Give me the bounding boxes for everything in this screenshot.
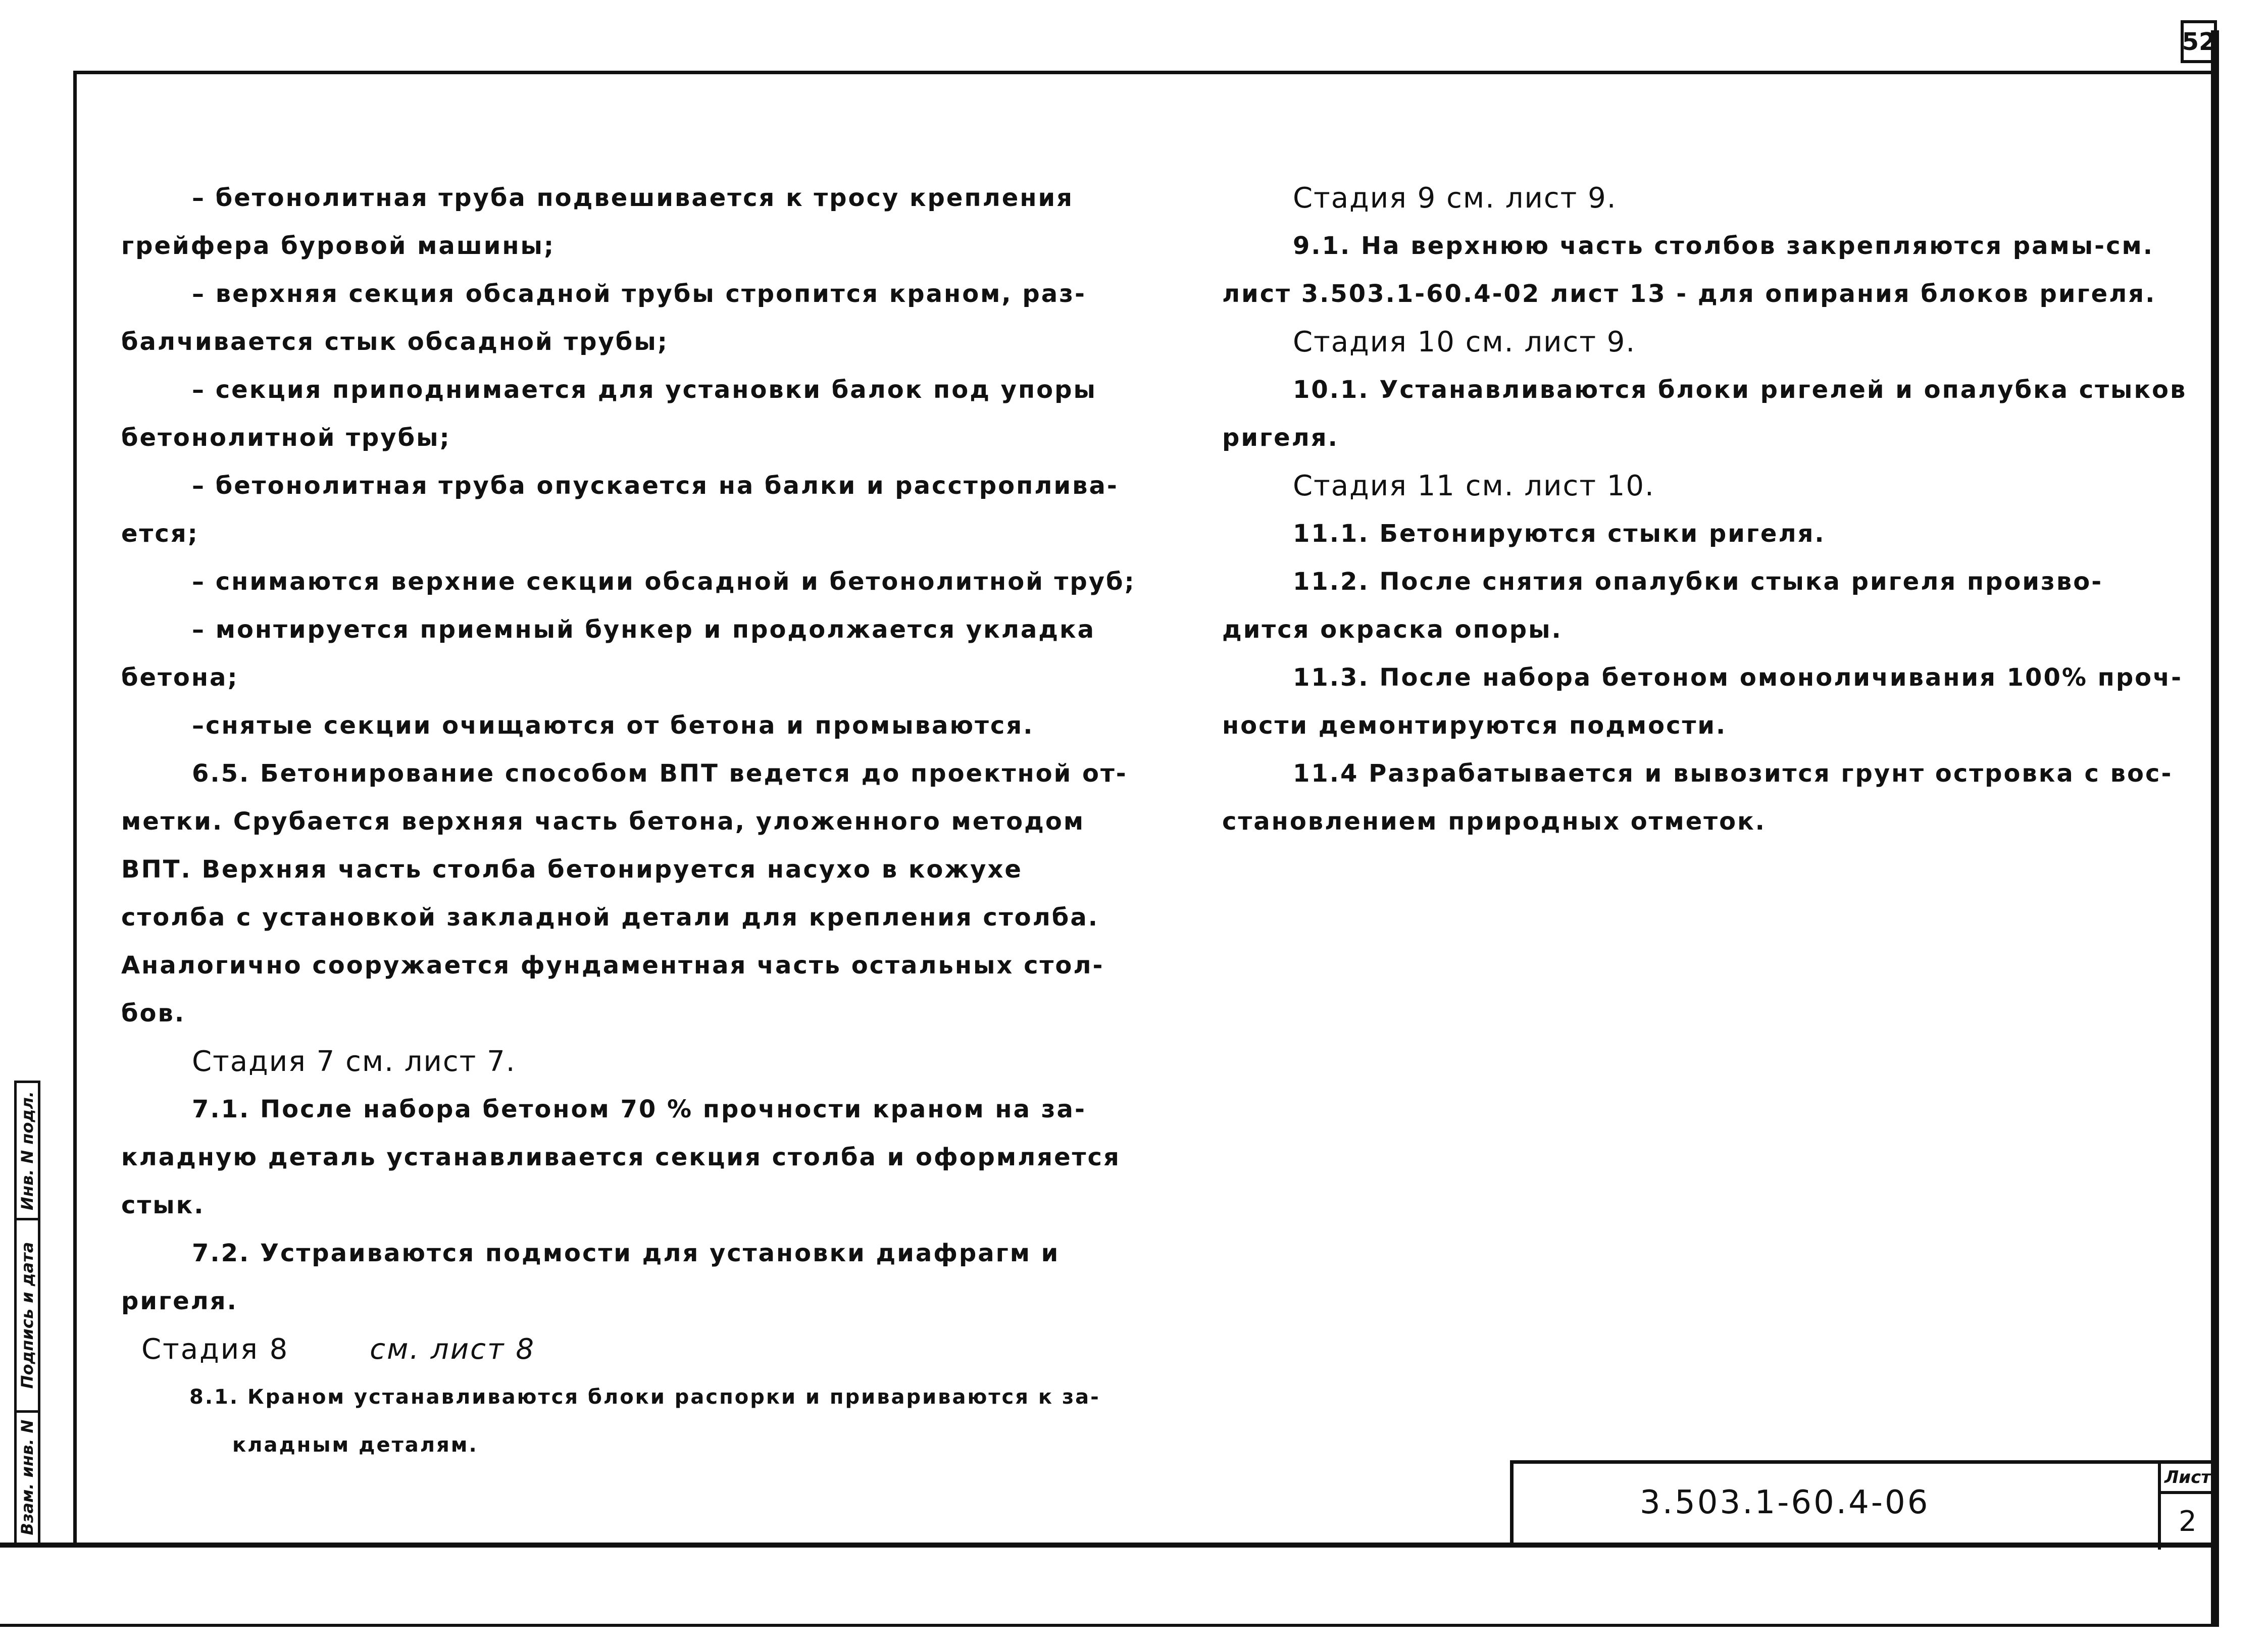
binding-cell-signature [17, 1218, 38, 1410]
text-line: 10.1. Устанавливаются блоки ригелей и опалубка стыков [1293, 376, 2187, 404]
binding-label: Подпись и дата [18, 1242, 37, 1389]
text-line: грейфера буровой машины; [121, 232, 556, 260]
document-code: 3.503.1-60.4-06 [1640, 1484, 1930, 1521]
binding-cell-replacement [17, 1410, 38, 1543]
text-line: –снятые секции очищаются от бетона и промываются. [192, 711, 1034, 740]
text-line: ВПТ. Верхняя часть столба бетонируется насухо в кожухе [121, 855, 1023, 884]
page-number: 52 [2181, 20, 2217, 63]
text-line: 7.1. После набора бетоном 70 % прочности краном на за- [192, 1095, 1086, 1123]
text-line: стык. [121, 1191, 205, 1219]
right-text-column [1222, 174, 2187, 846]
text-line: 11.1. Бетонируются стыки ригеля. [1293, 520, 1826, 548]
text-line: – снимаются верхние секции обсадной и бетонолитной труб; [192, 568, 1136, 596]
binding-label: Взам. инв. N [18, 1419, 37, 1535]
text-line: – бетонолитная труба опускается на балки и расстроплива- [192, 472, 1119, 500]
stage-heading: Стадия 10 см. лист 9. [1293, 326, 1636, 358]
stage-heading: Стадия 9 см. лист 9. [1293, 182, 1617, 215]
text-line: балчивается стык обсадной трубы; [121, 328, 669, 356]
text-line: ригеля. [121, 1287, 238, 1315]
text-line: – верхняя секция обсадной трубы стропится краном, раз- [192, 280, 1086, 308]
sheet-bottom-line [0, 1624, 2219, 1627]
text-line: столба с установкой закладной детали для крепления столба. [121, 903, 1099, 932]
left-text-column [121, 174, 1136, 1469]
text-line: 7.2. Устраиваются подмости для установки диафрагм и [192, 1239, 1060, 1267]
stage-8-ref: см. лист 8 [370, 1333, 535, 1366]
text-line: 8.1. Краном устанавливаются блоки распорки и привариваются к за- [189, 1385, 1100, 1409]
title-block [1510, 1460, 2214, 1546]
binding-strip [14, 1081, 40, 1545]
binding-cell-inventory [17, 1083, 38, 1218]
text-line: – секция приподнимается для установки балок под упоры [192, 376, 1097, 404]
stage-heading: Стадия 11 см. лист 10. [1293, 470, 1655, 502]
text-line: становлением природных отметок. [1222, 807, 1766, 836]
text-line: ется; [121, 520, 199, 548]
text-line: 11.2. После снятия опалубки стыка ригеля произво- [1293, 568, 2103, 596]
text-line: 9.1. На верхнюю часть столбов закрепляются рамы-см. [1293, 232, 2154, 260]
sheet-number: 2 [2158, 1494, 2214, 1550]
text-line: 11.4 Разрабатывается и вывозится грунт островка с вос- [1293, 759, 2173, 788]
sheet-label: Лист [2158, 1464, 2214, 1494]
text-line: метки. Срубается верхняя часть бетона, уложенного методом [121, 807, 1085, 836]
text-line: дится окраска опоры. [1222, 615, 1563, 644]
text-line: – монтируется приемный бункер и продолжается укладка [192, 615, 1095, 644]
text-line: ригеля. [1222, 424, 1339, 452]
text-line: кладную деталь устанавливается секция столба и оформляется [121, 1143, 1121, 1171]
stage-8-heading [121, 1325, 1106, 1373]
text-line: ности демонтируются подмости. [1222, 711, 1727, 740]
text-line: лист 3.503.1-60.4-02 лист 13 - для опирания блоков ригеля. [1222, 280, 2156, 308]
text-line: – бетонолитная труба подвешивается к тросу крепления [192, 184, 1074, 212]
text-line: Аналогично сооружается фундаментная часть остальных стол- [121, 951, 1104, 980]
stage-heading: Стадия 7 см. лист 7. [192, 1045, 516, 1078]
text-line: 11.3. После набора бетоном омоноличивания 100% проч- [1293, 663, 2183, 692]
binding-label: Инв. N подл. [18, 1091, 37, 1210]
text-line: бов. [121, 999, 186, 1028]
stage-8-label: Стадия 8 [141, 1333, 289, 1366]
text-line: 6.5. Бетонирование способом ВПТ ведется до проектной от- [192, 759, 1128, 788]
text-line: бетона; [121, 663, 239, 692]
text-line: бетонолитной трубы; [121, 424, 451, 452]
frame-right-edge [2211, 30, 2219, 1626]
text-line: кладным деталям. [232, 1433, 478, 1457]
